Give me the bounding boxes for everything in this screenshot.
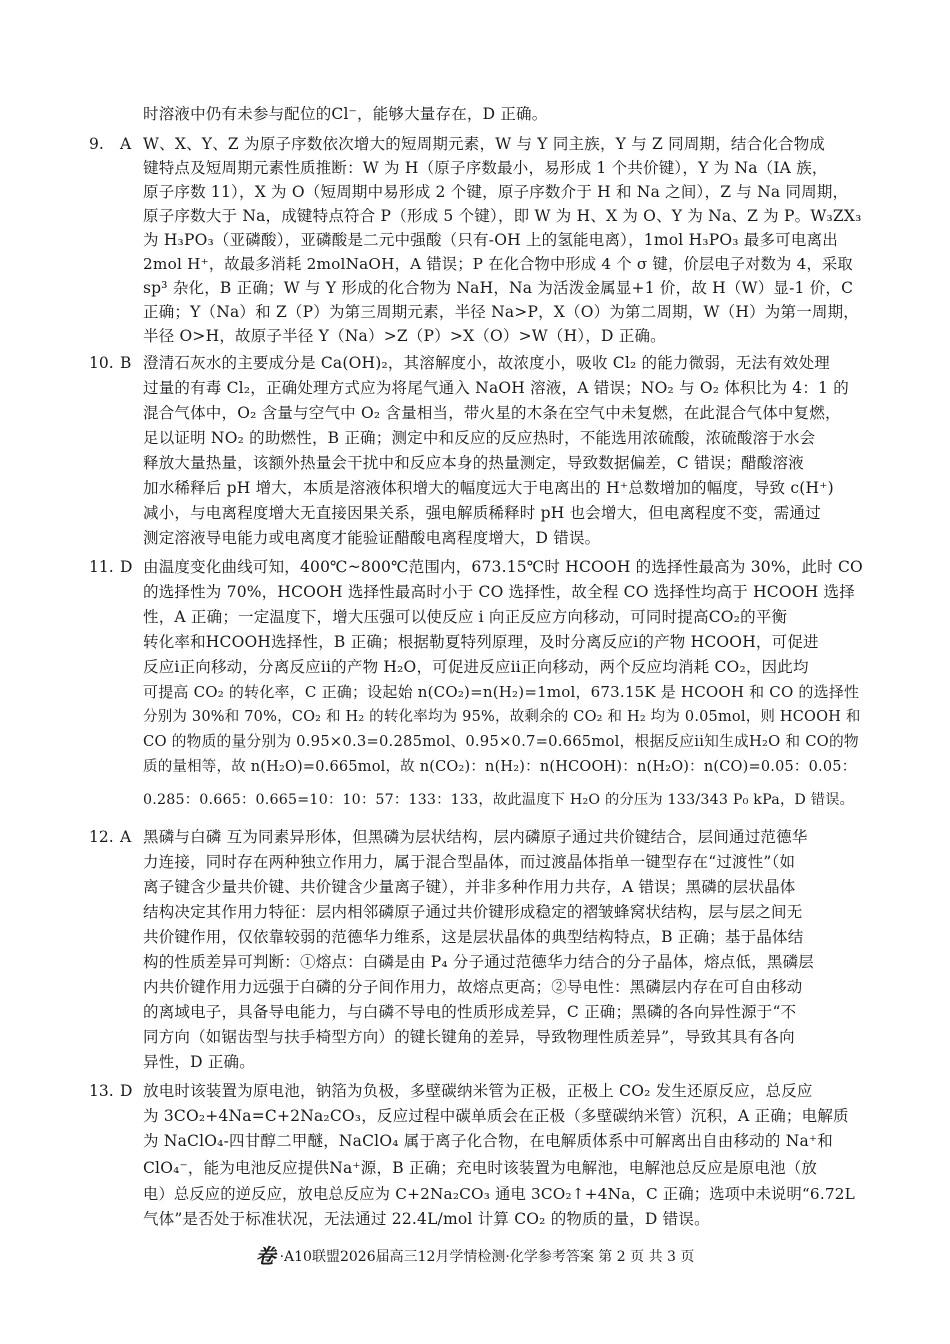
text-line: W、X、Y、Z 为原子序数依次增大的短周期元素，W 与 Y 同主族，Y 与 Z 同周期，结合化合物成: [143, 135, 826, 153]
text-line: 正确；Y（Na）和 Z（P）为第三周期元素，半径 Na>P，X（O）为第二周期，W（H）为第一周期，: [143, 303, 860, 321]
answer-letter: A: [120, 135, 132, 153]
text-line: 分别为 30%和 70%，CO₂ 和 H₂ 的转化率均为 95%，故剩余的 CO₂ 和 H₂ 均为 0.05mol，则 HCOOH 和: [143, 709, 861, 725]
text-line: 性，A 正确；一定温度下，增大压强可以使反应 i 向正反应方向移动，可同时提高CO₂的平衡: [143, 608, 788, 626]
text-line: 过量的有毒 Cl₂，正确处理方式应为将尾气通入 NaOH 溶液，A 错误；NO₂ 与 O₂ 体积比为 4：1 的: [143, 379, 849, 397]
text-line: 由温度变化曲线可知，400℃~800℃范围内，673.15℃时 HCOOH 的选择性最高为 30%，此时 CO: [143, 558, 863, 576]
text-line: 共价键作用，仅依靠较弱的范德华力维系，这是层状晶体的典型结构特点，B 正确；基于晶体结: [143, 928, 804, 946]
text-line: 为 H₃PO₃（亚磷酸），亚磷酸是二元中强酸（只有-OH 上的氢能电离），1mol H₃PO₃ 最多可电离出: [143, 231, 838, 249]
text-line: CO 的物质的量分别为 0.95×0.3=0.285mol、0.95×0.7=0.665mol，根据反应ii知生成H₂O 和 CO的物: [143, 733, 859, 750]
text-line: 释放大量热量，该额外热量会干扰中和反应本身的热量测定，导致数据偏差，C 错误；醋酸溶液: [143, 454, 804, 472]
question-number: 11.: [89, 558, 114, 576]
page-footer: [0, 1246, 950, 1267]
text-line: sp³ 杂化，B 正确；W 与 Y 形成的化合物为 NaH，Na 为活泼金属显+1 价，故 H（W）显-1 价，C: [143, 279, 854, 297]
text-line: 原子序数大于 Na，成键特点符合 P（形成 5 个键），即 W 为 H、X 为 O、Y 为 Na、Z 为 P。W₃ZX₃: [143, 207, 862, 225]
text-line: 加水稀释后 pH 增大，本质是溶液体积增大的幅度远大于电离出的 H⁺总数增加的幅度，导致 c(H⁺): [143, 479, 834, 497]
text-line: 混合气体中，O₂ 含量与空气中 O₂ 含量相当，带火星的木条在空气中未复燃，在此混合气体中复燃，: [143, 404, 841, 422]
text-line: 离子键含少量共价键、共价键含少量离子键），并非多种作用力共存，A 错误；黑磷的层状晶体: [143, 878, 796, 896]
text-line: 气体”是否处于标准状况，无法通过 22.4L/mol 计算 CO₂ 的物质的量，D 错误。: [143, 1210, 710, 1228]
text-line: 构的性质差异可判断：①熔点：白磷是由 P₄ 分子通过范德华力结合的分子晶体，熔点低，黑磷层: [143, 953, 814, 971]
text-line: 内共价键作用力远强于白磷的分子间作用力，故熔点更高；②导电性：黑磷层内存在可自由移动: [143, 978, 803, 996]
answer-letter: D: [120, 558, 133, 576]
text-line: 半径 O>H，故原子半径 Y（Na）>Z（P）>X（O）>W（H），D 正确。: [143, 327, 666, 345]
text-line: 的选择性为 70%，HCOOH 选择性最高时小于 CO 选择性，故全程 CO 选择性均高于 HCOOH 选择: [143, 583, 855, 601]
text-line: 足以证明 NO₂ 的助燃性，B 正确；测定中和反应的反应热时，不能选用浓硫酸，浓硫酸溶于水会: [143, 429, 816, 447]
answer-letter: D: [120, 1082, 133, 1100]
text-line: 反应i正向移动，分离反应ii的产物 H₂O，可促进反应ii正向移动，两个反应均消耗 CO₂，因此均: [143, 658, 809, 676]
text-line: 澄清石灰水的主要成分是 Ca(OH)₂，其溶解度小，故浓度小，吸收 Cl₂ 的能力微弱，无法有效处理: [143, 354, 830, 372]
answer-letter: A: [120, 828, 132, 846]
text-line: 测定溶液导电能力或电离度才能验证醋酸电离程度增大，D 错误。: [143, 529, 601, 547]
text-line: 电）总反应的逆反应，放电总反应为 C+2Na₂CO₃ 通电 3CO₂↑+4Na，C 正确；选项中未说明“6.72L: [143, 1185, 855, 1203]
question-number: 10.: [89, 354, 114, 372]
text-line: 质的量相等，故 n(H₂O)=0.665mol，故 n(CO₂)：n(H₂)：n(HCOOH)：n(H₂O)：n(CO)=0.05：0.05：: [143, 759, 857, 775]
text-line: 2mol H⁺，故最多消耗 2molNaOH，A 错误；P 在化合物中形成 4 个 σ 键，价层电子对数为 4，采取: [143, 255, 853, 273]
footer-text: ·A10联盟2026届高三12月学情检测·化学参考答案 第 2 页 共 3 页: [279, 1249, 695, 1265]
text-line: 为 3CO₂+4Na=C+2Na₂CO₃，反应过程中碳单质会在正极（多壁碳纳米管）沉积，A 正确；电解质: [143, 1107, 849, 1125]
text-line: 同方向（如锯齿型与扶手椅型方向）的键长键角的差异，导致物理性质差异”，导致其具有各向: [143, 1028, 795, 1046]
text-line: 0.285：0.665：0.665=10：10：57：133：133，故此温度下 H₂O 的分压为 133/343 P₀ kPa，D 错误。: [143, 792, 855, 808]
text-line: 力连接，同时存在两种独立作用力，属于混合型晶体，而过渡晶体指单一键型存在“过渡性”（如: [143, 853, 796, 871]
text-line: 为 NaClO₄-四甘醇二甲醚，NaClO₄ 属于离子化合物，在电解质体系中可解离出自由移动的 Na⁺和: [143, 1132, 833, 1150]
text-line: 转化率和HCOOH选择性，B 正确；根据勒夏特列原理，及时分离反应i的产物 HCOOH，可促进: [143, 633, 819, 651]
text-line: 时溶液中仍有未参与配位的Cl⁻，能够大量存在，D 正确。: [143, 105, 548, 123]
text-line: 的离域电子，具备导电能力，与白磷不导电的性质形成差异，C 正确；黑磷的各向异性源于“不: [143, 1003, 797, 1021]
text-line: ClO₄⁻，能为电池反应提供Na⁺源，B 正确；充电时该装置为电解池，电解池总反应是原电池（放: [143, 1159, 818, 1177]
brand-logo: 卷: [255, 1244, 276, 1268]
text-line: 键特点及短周期元素性质推断：W 为 H（原子序数最小，易形成 1 个共价键），Y 为 Na（IA 族，: [143, 159, 828, 177]
question-number: 12.: [89, 828, 114, 846]
text-line: 可提高 CO₂ 的转化率，C 正确；设起始 n(CO₂)=n(H₂)=1mol，673.15K 是 HCOOH 和 CO 的选择性: [143, 683, 860, 701]
text-line: 异性，D 正确。: [143, 1053, 255, 1071]
text-line: 放电时该装置为原电池，钠箔为负极，多壁碳纳米管为正极，正极上 CO₂ 发生还原反应，总反应: [143, 1082, 813, 1100]
text-line: 结构决定其作用力特征：层内相邻磷原子通过共价键形成稳定的褶皱蜂窝状结构，层与层之间无: [143, 903, 803, 921]
text-line: 原子序数 11），X 为 O（短周期中易形成 2 个键，原子序数介于 H 和 Na 之间），Z 与 Na 同周期，: [143, 183, 849, 201]
text-line: 减小，与电离程度增大无直接因果关系，强电解质稀释时 pH 也会增大，但电离程度不变，需通过: [143, 504, 821, 522]
question-number: 9.: [89, 135, 104, 153]
answer-letter: B: [120, 354, 132, 372]
question-number: 13.: [89, 1082, 114, 1100]
text-line: 黑磷与白磷 互为同素异形体，但黑磷为层状结构，层内磷原子通过共价键结合，层间通过范德华: [143, 828, 808, 846]
